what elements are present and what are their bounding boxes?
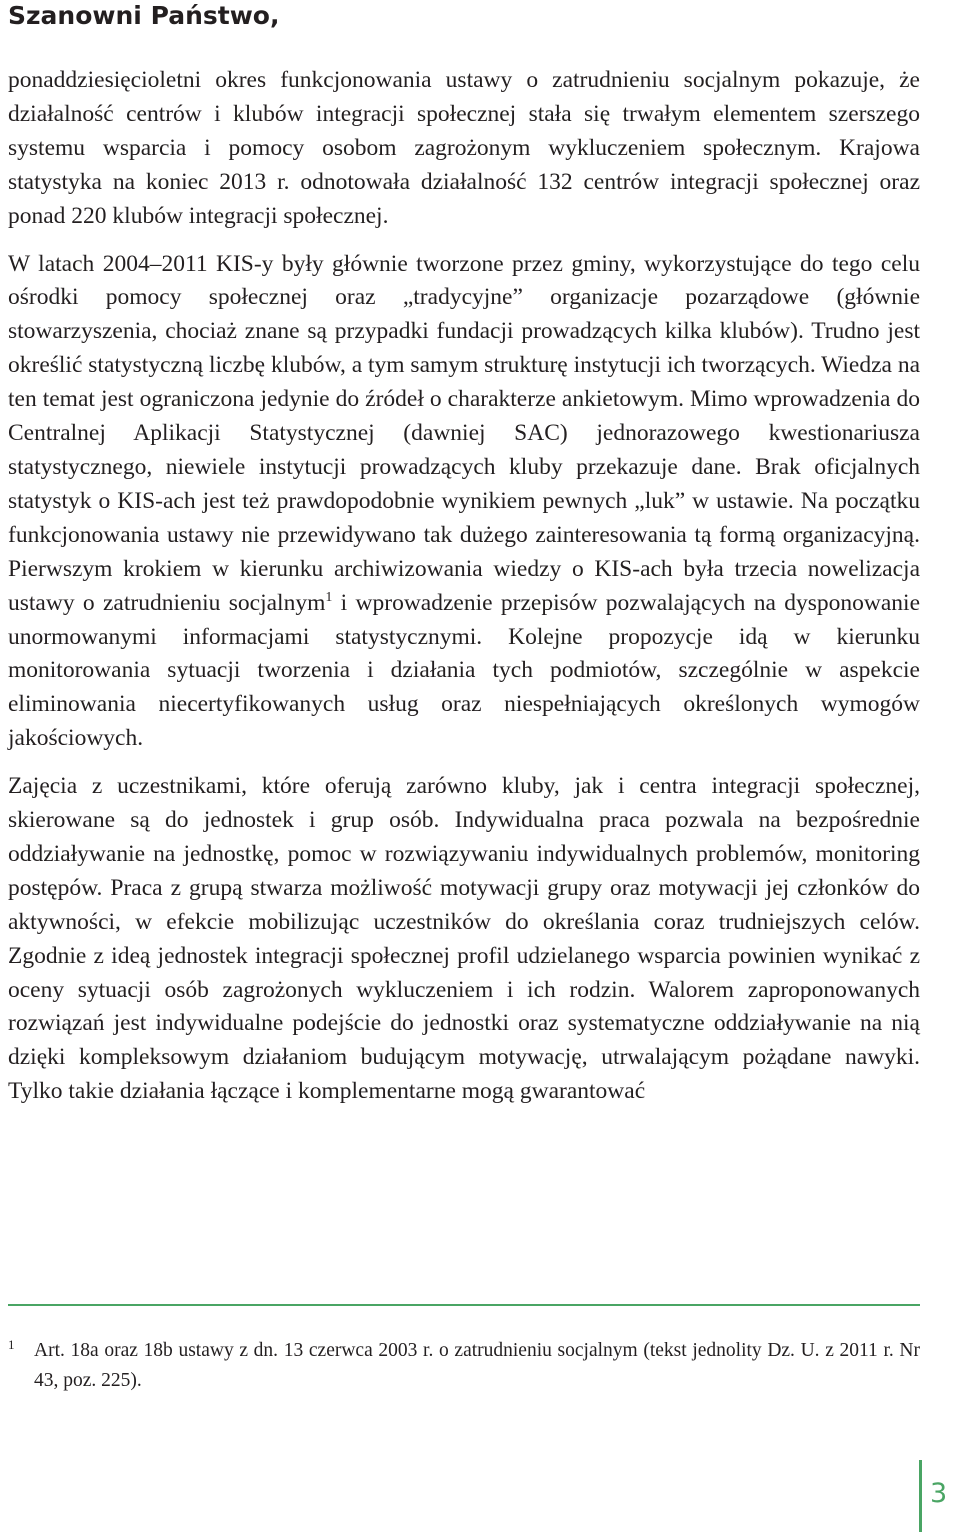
page-number-divider: [919, 1460, 922, 1532]
footnote-text: Art. 18a oraz 18b ustawy z dn. 13 czerwca 2003 r. o zatrudnieniu socjalnym (tekst jednolity Dz. U. z 2011 r. Nr 43, poz. 225).: [34, 1340, 920, 1391]
page-heading: Szanowni Państwo,: [8, 1, 280, 30]
body-text: [8, 64, 920, 1109]
footnote-item: [8, 1336, 920, 1396]
paragraph-kis-history-continuation: i wprowadzenie przepisów pozwalających na dysponowanie unormowanymi informacjami statystycznymi. Kolejne propozycje idą w kierunku monitorowania sytuacji tworzenia i działania tych podmiotów, szczególnie w aspekcie eliminowania niecertyfikowanych usług oraz niespełniających określonych wymogów jakościowych.: [8, 589, 920, 752]
footnote-divider: [8, 1304, 920, 1306]
footnotes: [8, 1336, 920, 1396]
footnote-number: 1: [8, 1337, 15, 1352]
footnote-reference[interactable]: 1: [325, 589, 333, 605]
page-number: 3: [930, 1478, 948, 1509]
paragraph-activities: Zajęcia z uczestnikami, które oferują zarówno kluby, jak i centra integracji społecznej, skierowane są do jednostek i grup osób. Indywidualna praca pozwala na bezpośrednie oddziaływanie na jednostkę, pomoc w rozwiązywaniu indywidualnych problemów, monitoring postępów. Praca z grupą stwarza możliwość motywacji grupy oraz motywacji jej członków do aktywności, w efekcie mobilizując uczestników do określania coraz trudniejszych celów. Zgodnie z ideą jednostek integracji społecznej profil udzielanego wsparcia powinien wynikać z oceny sytuacji osób zagrożonych wykluczeniem i ich rodzin. Walorem zaproponowanych rozwiązań jest indywidualne podejście do jednostki oraz systematyczne oddziaływanie na nią dzięki kompleksowym działaniom budującym motywację, utrwalającym pożądane nawyki. Tylko takie działania łączące i komplementarne mogą gwarantować: [8, 773, 920, 1105]
paragraph-kis-history-text: W latach 2004–2011 KIS-y były głównie tworzone przez gminy, wykorzystujące do tego celu ośrodki pomocy społecznej oraz „tradycyjne” organizacje pozarządowe (głównie stowarzyszenia, chociaż znane są przypadki fundacji prowadzących kilka klubów). Trudno jest określić statystyczną liczbę klubów, a tym samym strukturę instytucji ich tworzących. Wiedza na ten temat jest ograniczona jedynie do źródeł o charakterze ankietowym. Mimo wprowadzenia do Centralnej Aplikacji Statystycznej (dawniej SAC) jednorazowego kwestionariusza statystycznego, niewiele instytucji prowadzących kluby przekazuje dane. Brak oficjalnych statystyk o KIS-ach jest też prawdopodobnie wynikiem pewnych „luk” w ustawie. Na początku funkcjonowania ustawy nie przewidywano tak dużego zainteresowania tą formą organizacyjną. Pierwszym krokiem w kierunku archiwizowania wiedzy o KIS-ach była trzecia nowelizacja ustawy o zatrudnieniu socjalnym: [8, 250, 921, 616]
paragraph-intro: ponaddziesięcioletni okres funkcjonowania ustawy o zatrudnieniu socjalnym pokazuje, że działalność centrów i klubów integracji społecznej stała się trwałym elementem szerszego systemu wsparcia i pomocy osobom zagrożonym wykluczeniem społecznym. Krajowa statystyka na koniec 2013 r. odnotowała działalność 132 centrów integracji społecznej oraz ponad 220 klubów integracji społecznej.: [8, 67, 920, 229]
paragraph-kis-history: [8, 248, 920, 757]
